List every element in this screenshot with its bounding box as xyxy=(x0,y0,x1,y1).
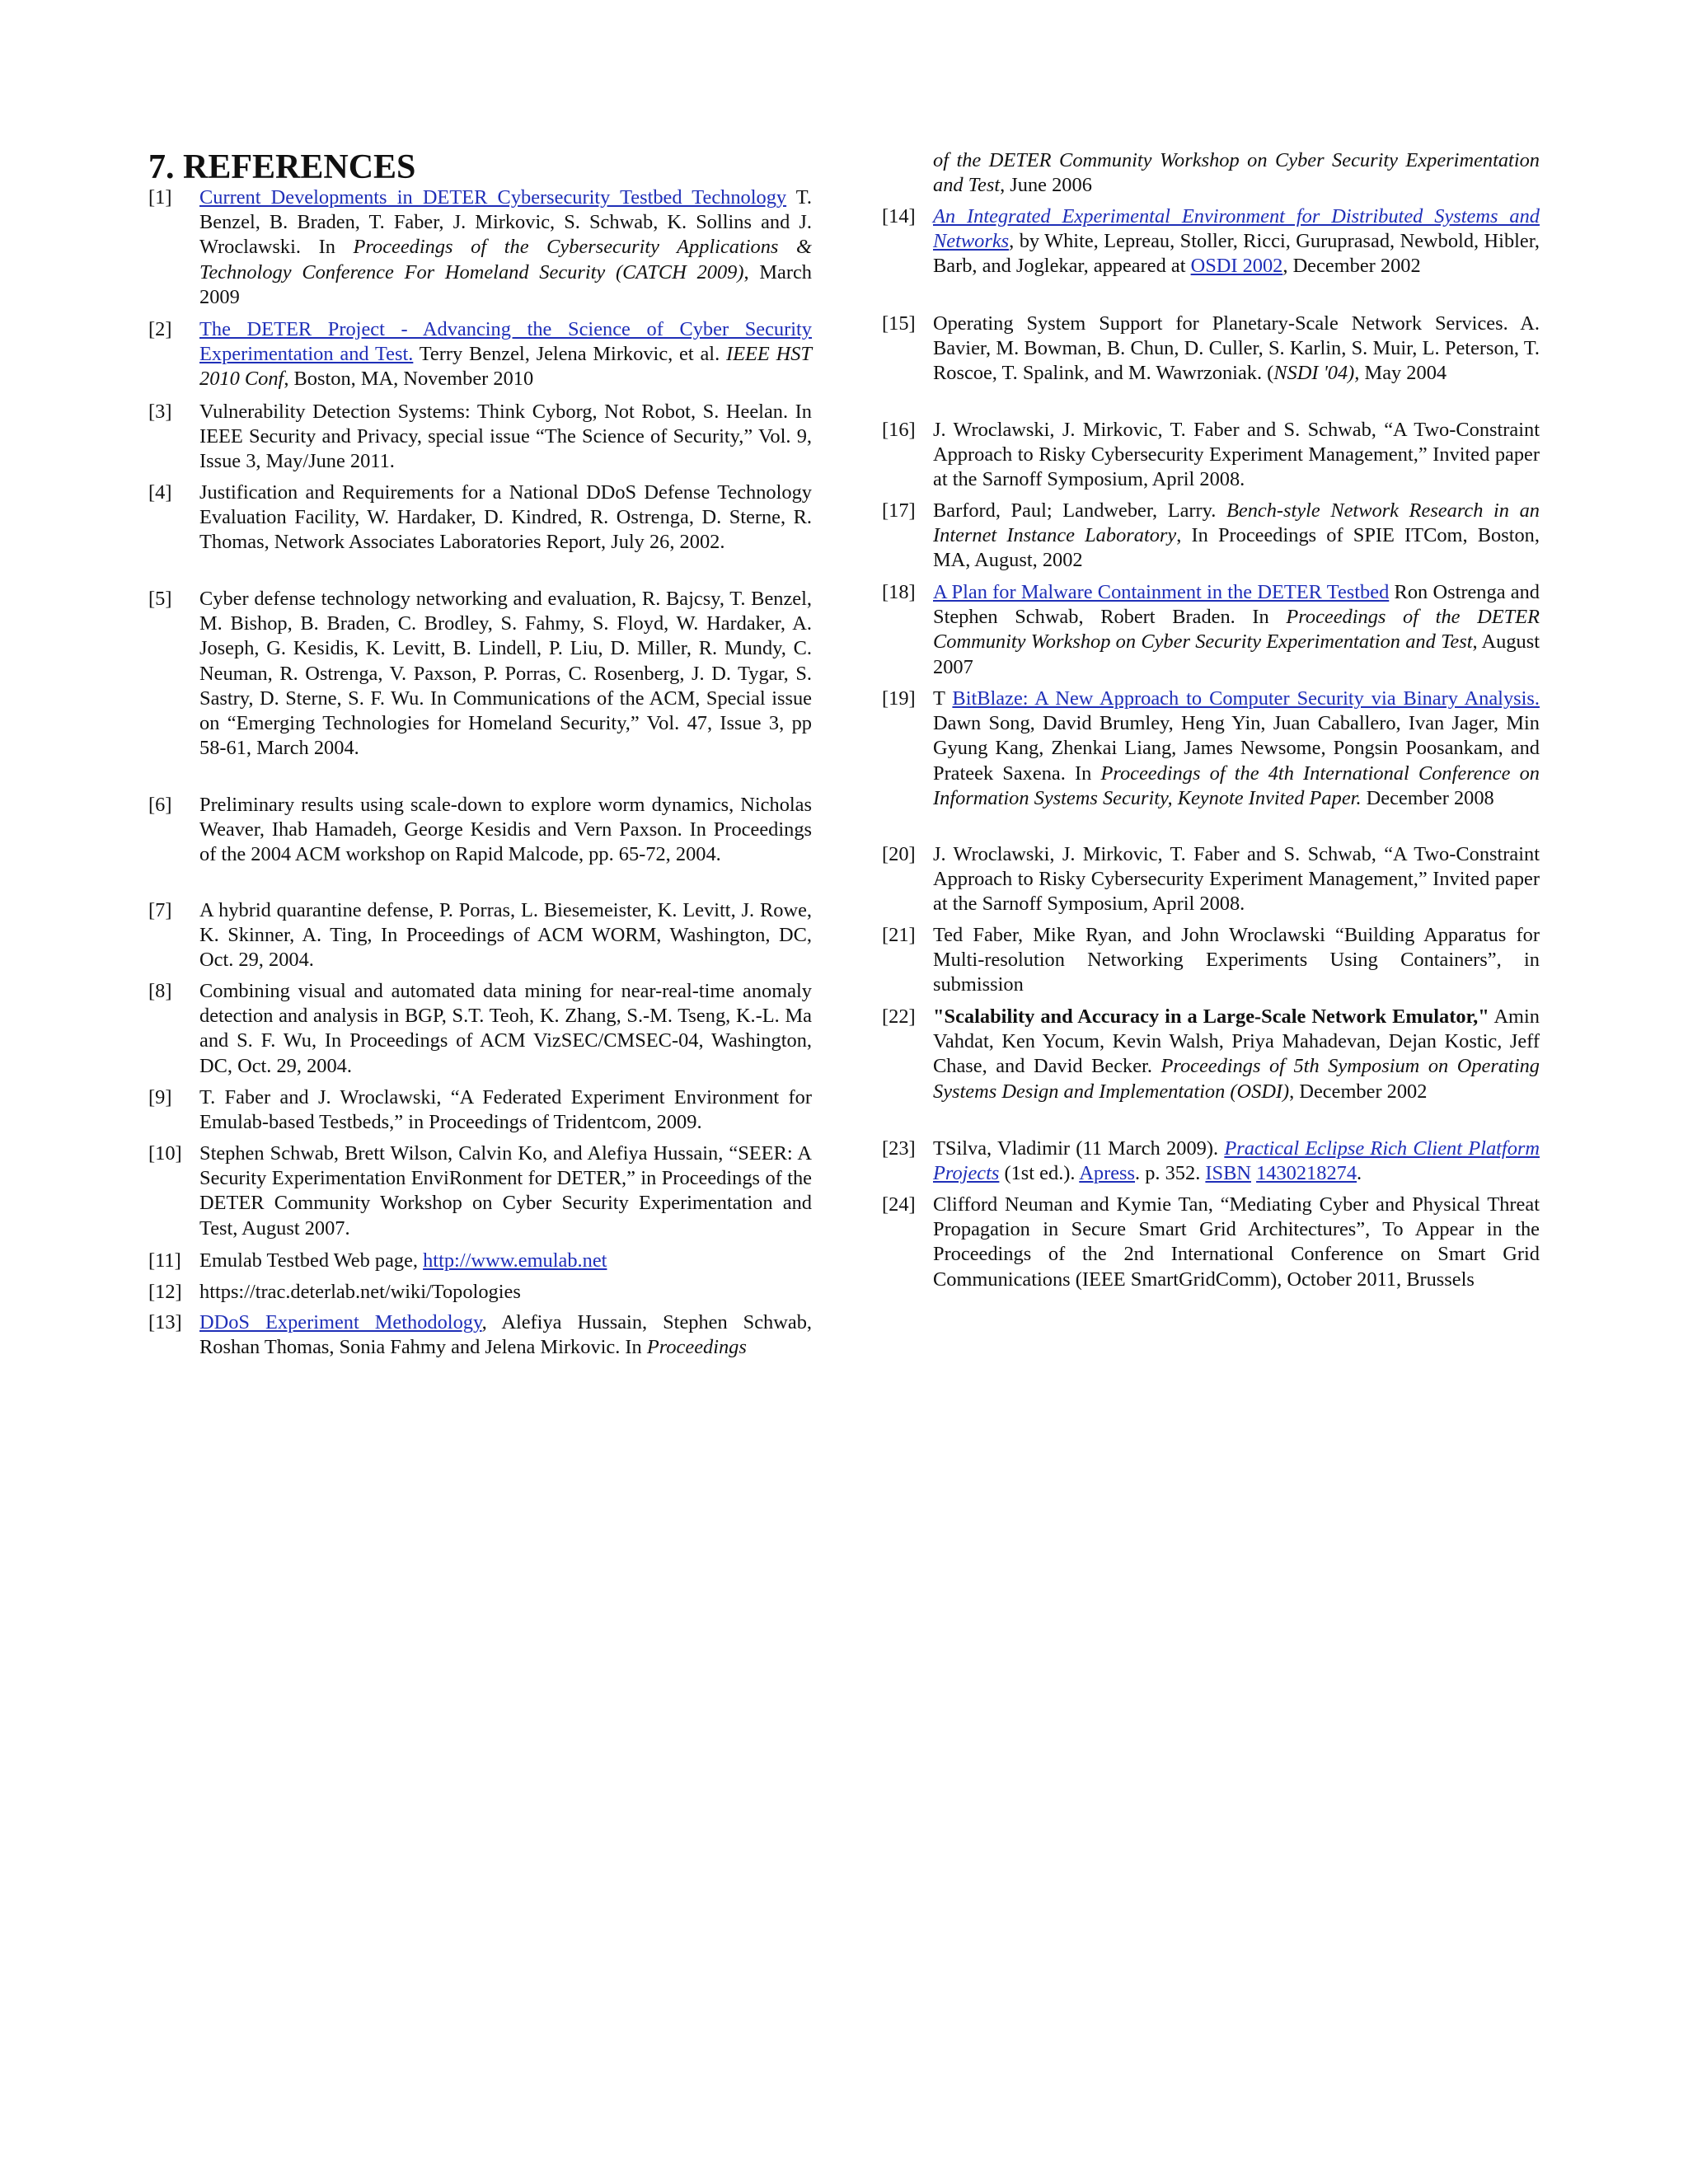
ref-number: [11] xyxy=(148,1249,181,1272)
reference-5 xyxy=(148,587,812,761)
ref-number: [19] xyxy=(882,687,916,710)
ref-number: [22] xyxy=(882,1005,916,1028)
ref-title: "Scalability and Accuracy in a Large-Scale Network Emulator," xyxy=(933,1005,1489,1028)
ref-text: Vulnerability Detection Systems: Think Cyborg, Not Robot, S. Heelan. In IEEE Security and Privacy, special issue “The Science of Security,” Vol. 9, Issue 3, May/June 2011. xyxy=(199,401,812,473)
reference-13-continued xyxy=(882,148,1540,198)
ref-number: [12] xyxy=(148,1281,182,1303)
ref-date: , Boston, MA, November 2010 xyxy=(284,368,534,391)
ref-text: Operating System Support for Planetary-Scale Network Services. A. Bavier, M. Bowman, B. Chun, D. Culler, S. Karlin, S. Muir, L. Peterson, T. Roscoe, T. Spalink, and M. Wawrzoniak. ( xyxy=(933,312,1540,385)
reference-10 xyxy=(148,1141,812,1241)
ref-text: (1st ed.). xyxy=(999,1162,1080,1185)
ref-title-link[interactable]: The DETER Project - Advancing the Science of Cyber Security Experimentation and Test. xyxy=(199,318,812,366)
ref-text: Preliminary results using scale-down to explore worm dynamics, Nicholas Weaver, Ihab Hamadeh, George Kesidis and Vern Paxson. In Proceedings of the 2004 ACM workshop on Rapid Malcode, pp. 65-72, 2004. xyxy=(199,794,812,866)
ref-venue: Proceedings of the 4th International Conference on Information Systems Security, Keynote Invited Paper. xyxy=(933,762,1540,809)
reference-21 xyxy=(882,923,1540,998)
reference-12 xyxy=(148,1280,812,1305)
ref-date: December 2008 xyxy=(1361,786,1494,809)
ref-text: Ron Ostrenga and Stephen Schwab, Robert Braden. In xyxy=(933,581,1540,629)
ref-url: https://trac.deterlab.net/wiki/Topologies xyxy=(199,1281,521,1303)
ref-number: [9] xyxy=(148,1086,172,1108)
ref-venue: IEEE HST 2010 Conf xyxy=(199,343,812,391)
apress-link[interactable]: Apress xyxy=(1079,1162,1136,1185)
ref-text: Terry Benzel, Jelena Mirkovic, et al. xyxy=(413,343,726,366)
reference-11 xyxy=(148,1249,812,1273)
ref-text: Dawn Song, David Brumley, Heng Yin, Juan Caballero, Ivan Jager, Min Gyung Kang, Zhenkai Liang, James Newsome, Pongsin Poosankam, and Prateek Saxena. In xyxy=(933,712,1540,785)
ref-text: TSilva, Vladimir (11 March 2009). xyxy=(933,1137,1225,1160)
ref-venue: of the DETER Community Workshop on Cyber Security Experimentation and Test xyxy=(933,149,1540,197)
ref-venue: NSDI '04), xyxy=(1273,362,1360,385)
ref-text: T xyxy=(933,687,953,710)
ref-text: Stephen Schwab, Brett Wilson, Calvin Ko, and Alefiya Hussain, “SEER: A Security Experimentation EnviRonment for DETER,” in Proceedings of the DETER Community Workshop on Cyber Security Experimentation and Test, August 2007. xyxy=(199,1142,812,1240)
ref-number: [13] xyxy=(148,1311,182,1333)
emulab-link[interactable]: http://www.emulab.net xyxy=(423,1249,607,1272)
ref-number: [15] xyxy=(882,312,916,335)
ref-number: [18] xyxy=(882,581,916,603)
ref-text: T. Faber and J. Wroclawski, “A Federated Experiment Environment for Emulab-based Testbeds,” in Proceedings of Tridentcom, 2009. xyxy=(199,1086,812,1134)
ref-title-link[interactable]: Current Developments in DETER Cybersecurity Testbed Technology xyxy=(199,186,787,209)
reference-22 xyxy=(882,1005,1540,1104)
ref-number: [10] xyxy=(148,1142,182,1165)
ref-venue: Bench-style Network Research in an Internet Instance Laboratory xyxy=(933,499,1540,547)
ref-date: , December 2002 xyxy=(1289,1080,1428,1103)
reference-20 xyxy=(882,842,1540,917)
reference-13 xyxy=(148,1310,812,1360)
ref-title-link[interactable]: DDoS Experiment Methodology xyxy=(199,1311,482,1333)
ref-text: Emulab Testbed Web page, xyxy=(199,1249,424,1272)
isbn-link[interactable]: ISBN xyxy=(1205,1162,1251,1185)
reference-18 xyxy=(882,580,1540,680)
reference-14 xyxy=(882,204,1540,279)
reference-24 xyxy=(882,1193,1540,1292)
section-title: 7. REFERENCES xyxy=(148,148,416,186)
reference-16 xyxy=(882,418,1540,493)
ref-venue: Proceedings of the DETER Community Workshop on Cyber Security Experimentation and Test xyxy=(933,606,1540,654)
ref-text: , Alefiya Hussain, Stephen Schwab, Roshan Thomas, Sonia Fahmy and Jelena Mirkovic. In xyxy=(199,1311,812,1359)
ref-number: [21] xyxy=(882,924,916,946)
ref-text: J. Wroclawski, J. Mirkovic, T. Faber and S. Schwab, “A Two-Constraint Approach to Risky Cybersecurity Experiment Management,” Invited paper at the Sarnoff Symposium, April 2008. xyxy=(933,843,1540,916)
ref-text: Cyber defense technology networking and evaluation, R. Bajcsy, T. Benzel, M. Bishop, B. Braden, C. Brodley, S. Fahmy, S. Floyd, W. Hardaker, A. Joseph, G. Kesidis, K. Levitt, B. Lindell, P. Liu, D. Miller, R. Mundy, C. Neuman, R. Ostrenga, V. Paxson, P. Porras, C. Rosenberg, J. D. Tygar, S. Sastry, D. Sterne, S. F. Wu. In Communications of the ACM, Special issue on “Emerging Technologies for Homeland Security,” Vol. 47, Issue 3, pp 58-61, March 2004. xyxy=(199,588,812,760)
ref-venue: Proceedings of the Cybersecurity Applications & Technology Conference For Homeland Security (CATCH 2009) xyxy=(199,236,812,284)
ref-title-link[interactable]: Practical Eclipse Rich Client Platform Projects xyxy=(933,1137,1540,1185)
ref-text: . p. 352. xyxy=(1135,1162,1206,1185)
ref-date: May 2004 xyxy=(1359,362,1447,385)
ref-text: Combining visual and automated data mining for near-real-time anomaly detection and analysis in BGP, S.T. Teoh, K. Zhang, S.-M. Tseng, K.-L. Ma and S. F. Wu, In Proceedings of ACM VizSEC/CMSEC-04, Washington, DC, Oct. 29, 2004. xyxy=(199,980,812,1077)
ref-text: J. Wroclawski, J. Mirkovic, T. Faber and S. Schwab, “A Two-Constraint Approach to Risky Cybersecurity Experiment Management,” Invited paper at the Sarnoff Symposium, April 2008. xyxy=(933,419,1540,491)
ref-venue: Proceedings of 5th Symposium on Operating Systems Design and Implementation (OSDI) xyxy=(933,1055,1540,1103)
isbn-number-link[interactable]: 1430218274 xyxy=(1256,1162,1357,1185)
ref-number: [7] xyxy=(148,899,172,921)
ref-title-link[interactable]: An Integrated Experimental Environment for Distributed Systems and Networks xyxy=(933,205,1540,253)
ref-date: , August 2007 xyxy=(933,630,1540,678)
reference-9 xyxy=(148,1085,812,1135)
ref-date: , June 2006 xyxy=(1000,174,1092,197)
ref-date: , December 2002 xyxy=(1282,255,1421,278)
reference-6 xyxy=(148,793,812,868)
ref-text: . xyxy=(1357,1162,1362,1185)
ref-number: [2] xyxy=(148,318,172,340)
ref-number: [3] xyxy=(148,401,172,423)
ref-text: Clifford Neuman and Kymie Tan, “Mediating Cyber and Physical Threat Propagation in Secure Smart Grid Architectures”, To Appear in the Proceedings of the 2nd International Conference on Smart Grid Communications (IEEE SmartGridComm), October 2011, Brussels xyxy=(933,1193,1540,1291)
ref-number: [24] xyxy=(882,1193,916,1216)
ref-title-link[interactable]: BitBlaze: A New Approach to Computer Security via Binary Analysis. xyxy=(952,687,1540,710)
ref-number: [16] xyxy=(882,419,916,441)
ref-text: A hybrid quarantine defense, P. Porras, L. Biesemeister, K. Levitt, J. Rowe, K. Skinner, A. Ting, In Proceedings of ACM WORM, Washington, DC, Oct. 29, 2004. xyxy=(199,899,812,972)
ref-date: , March 2009 xyxy=(199,260,812,308)
reference-4 xyxy=(148,480,812,555)
ref-text: T. Benzel, B. Braden, T. Faber, J. Mirkovic, S. Schwab, K. Sollins and J. Wroclawski. In xyxy=(199,186,812,259)
ref-text: Amin Vahdat, Ken Yocum, Kevin Walsh, Priya Mahadevan, Dejan Kostic, Jeff Chase, and David Becker. xyxy=(933,1005,1540,1078)
ref-text: Barford, Paul; Landweber, Larry. xyxy=(933,499,1226,522)
ref-number: [1] xyxy=(148,186,172,209)
ref-number: [6] xyxy=(148,794,172,816)
ref-text: Ted Faber, Mike Ryan, and John Wroclawski “Building Apparatus for Multi-resolution Networking Experiments Using Containers”, in submission xyxy=(933,924,1540,996)
reference-2 xyxy=(148,317,812,392)
reference-1 xyxy=(148,185,812,310)
ref-number: [4] xyxy=(148,481,172,504)
reference-19 xyxy=(882,687,1540,811)
osdi-link[interactable]: OSDI 2002 xyxy=(1190,255,1283,278)
reference-23 xyxy=(882,1137,1540,1186)
reference-3 xyxy=(148,400,812,475)
ref-number: [20] xyxy=(882,843,916,865)
ref-text: , by White, Lepreau, Stoller, Ricci, Guruprasad, Newbold, Hibler, Barb, and Joglekar, appeared at xyxy=(933,230,1540,278)
ref-title-link[interactable]: A Plan for Malware Containment in the DETER Testbed xyxy=(933,581,1390,603)
ref-venue: Proceedings xyxy=(646,1336,747,1359)
ref-text: Justification and Requirements for a National DDoS Defense Technology Evaluation Facility, W. Hardaker, D. Kindred, R. Ostrenga, D. Sterne, R. Thomas, Network Associates Laboratories Report, July 26, 2002. xyxy=(199,481,812,554)
ref-date: , In Proceedings of SPIE ITCom, Boston, MA, August, 2002 xyxy=(933,524,1540,572)
ref-number: [23] xyxy=(882,1137,916,1160)
ref-number: [5] xyxy=(148,588,172,610)
reference-7 xyxy=(148,898,812,973)
reference-15 xyxy=(882,312,1540,387)
reference-17 xyxy=(882,499,1540,574)
ref-number: [14] xyxy=(882,205,916,227)
reference-8 xyxy=(148,979,812,1079)
ref-number: [8] xyxy=(148,980,172,1002)
ref-number: [17] xyxy=(882,499,916,522)
